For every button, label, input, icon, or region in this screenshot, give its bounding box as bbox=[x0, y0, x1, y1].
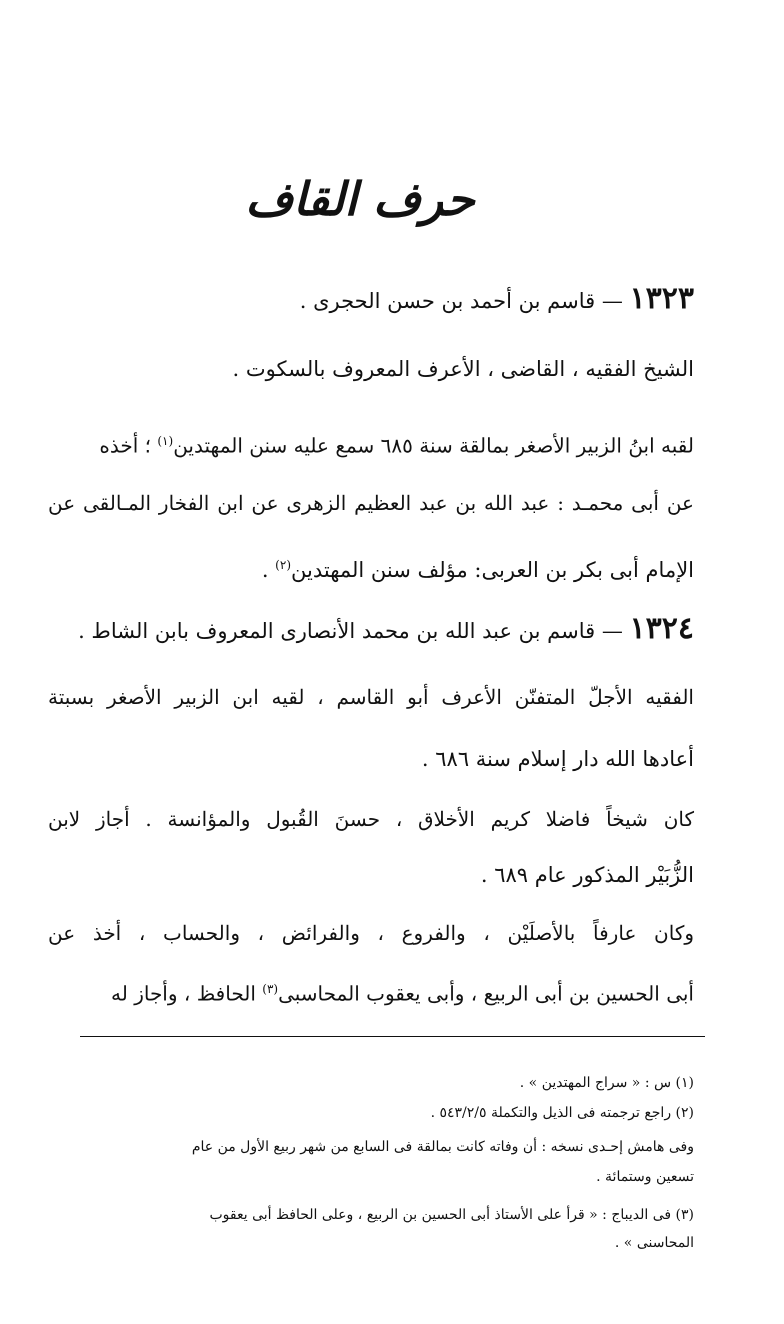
footnote-3-cont: المحاسنى » . bbox=[614, 1235, 694, 1251]
entry-name: — قاسم بن عبد الله بن محمد الأنصارى المعروف بابن الشاط . bbox=[78, 619, 623, 643]
footnote-2: (٢) راجع ترجمته فى الذيل والتكملة ٥٤٣/٢/٥ . bbox=[430, 1105, 694, 1121]
paragraph-line: وكان عارفاً بالأصلَيْن ، والفروع ، والفرائض ، والحساب ، أخذ عن bbox=[48, 921, 694, 945]
paragraph-line: الشيخ الفقيه ، القاضى ، الأعرف المعروف بالسكوت . bbox=[232, 357, 694, 381]
footnote-ref: (١) bbox=[157, 434, 174, 448]
paragraph-line bbox=[48, 424, 694, 463]
paragraph-line bbox=[48, 972, 694, 1011]
footnote-2-note: وفى هامش إحـدى نسخه : أن وفاته كانت بمالقة فى السابع من شهر ربيع الأول من عام bbox=[191, 1139, 694, 1155]
text-run: لقبه ابنُ الزبير الأصغر بمالقة سنة ٦٨٥ سمع عليه سنن المهتدين bbox=[173, 433, 694, 458]
footnote-ref: (٢) bbox=[275, 558, 291, 572]
paragraph-line: أعادها الله دار إسلام سنة ٦٨٦ . bbox=[421, 747, 694, 771]
text-run: الحافظ ، وأجاز له bbox=[111, 981, 263, 1006]
footnote-1: (١) س : « سراج المهتدين » . bbox=[519, 1075, 694, 1091]
paragraph-line: الفقيه الأجلّ المتفنّن الأعرف أبو القاسم ، لقيه ابن الزبير الأصغر بسبتة bbox=[48, 685, 694, 709]
paragraph-line: عن أبى محمـد : عبد الله بن عبد العظيم الزهرى عن ابن الفخار المـالقى عن bbox=[48, 491, 694, 515]
paragraph-line: الزُّبَيْر المذكور عام ٦٨٩ . bbox=[480, 863, 694, 887]
entry-number: ١٣٢٣ bbox=[629, 281, 694, 316]
footnote-ref: (٣) bbox=[262, 982, 279, 996]
paragraph-line bbox=[48, 548, 694, 587]
text-run: أبى الحسين بن أبى الربيع ، وأبى يعقوب المحاسبى bbox=[278, 981, 694, 1006]
chapter-title: حرف القاف bbox=[245, 172, 475, 226]
footnote-3: (٣) فى الديباج : « قرأ على الأستاذ أبى الحسين بن الربيع ، وعلى الحافظ أبى يعقوب bbox=[209, 1207, 694, 1223]
footnote-divider bbox=[80, 1036, 705, 1037]
text-run: الإمام أبى بكر بن العربى: مؤلف سنن المهتدين bbox=[291, 558, 694, 582]
entry-heading-1324 bbox=[48, 612, 694, 648]
footnote-2-note-cont: تسعين وستمائة . bbox=[596, 1169, 694, 1185]
text-run: ؛ أخذه bbox=[99, 433, 158, 458]
entry-number: ١٣٢٤ bbox=[629, 611, 694, 646]
paragraph-line: كان شيخاً فاضلا كريم الأخلاق ، حسنَ القُبول والمؤانسة . أجاز لابن bbox=[48, 807, 694, 831]
text-run: . bbox=[261, 558, 276, 582]
entry-name: — قاسم بن أحمد بن حسن الحجرى . bbox=[299, 289, 623, 313]
entry-heading-1323 bbox=[48, 282, 694, 318]
